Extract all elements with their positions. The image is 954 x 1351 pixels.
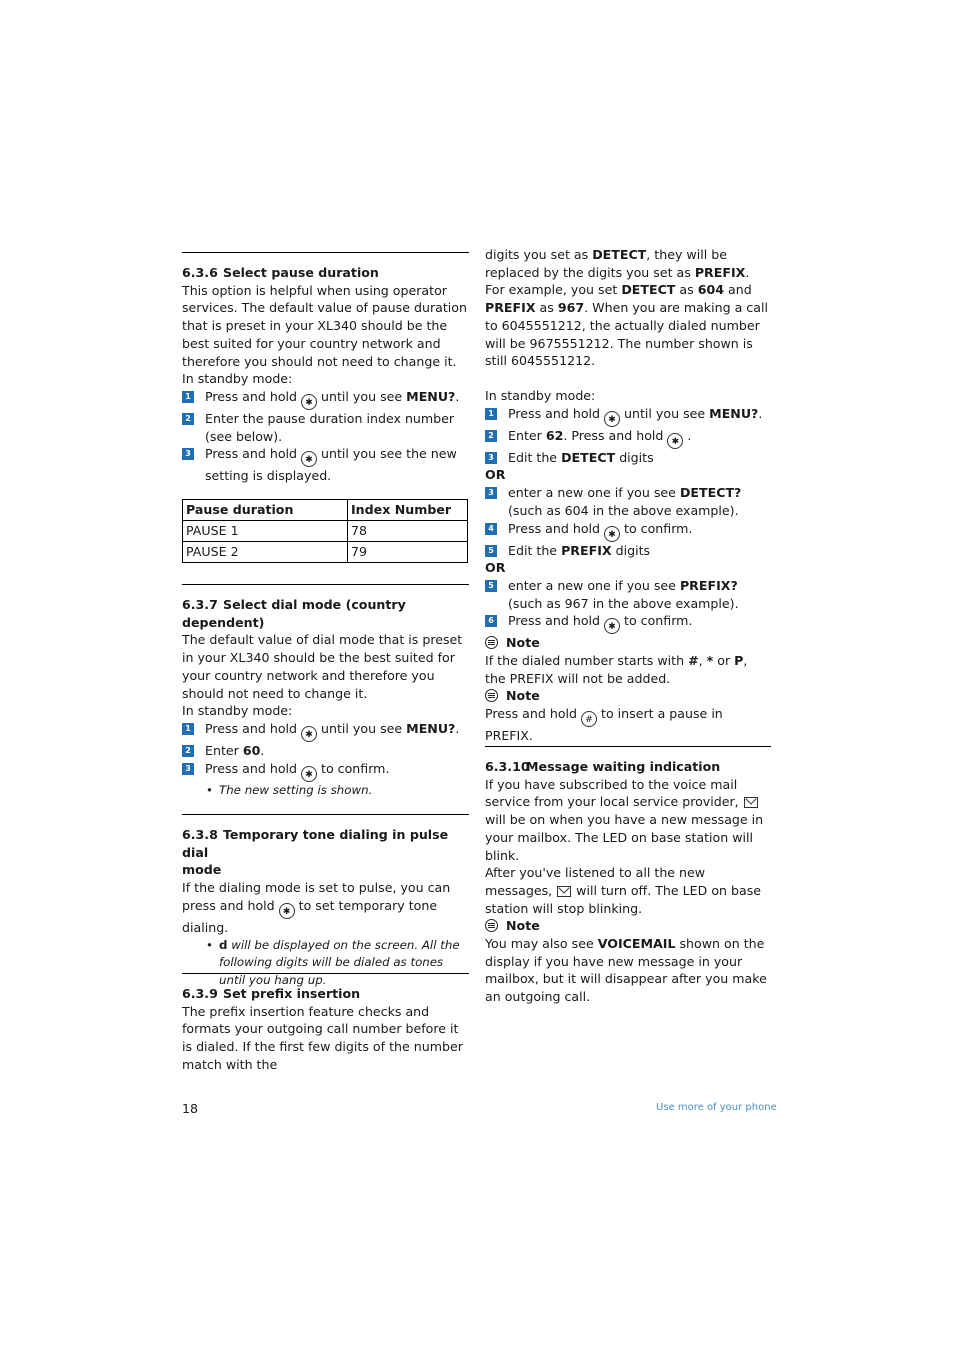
section-title-cont: mode <box>182 862 222 878</box>
footer-section-title: Use more of your phone <box>656 1102 777 1113</box>
keyword: VOICEMAIL <box>597 936 676 952</box>
keyword: DETECT? <box>679 485 742 501</box>
section-title: Select dial mode (country <box>223 597 406 612</box>
section-number: 6.3.7 <box>182 597 218 612</box>
section-divider <box>182 584 469 585</box>
paragraph: The default value of dial mode that is preset in your XL340 should be the best suited for your country network and therefore you should not need to change it. <box>182 632 463 701</box>
note-icon <box>485 919 498 932</box>
section-heading <box>182 596 469 614</box>
step-text: (such as 604 in the above example). <box>508 502 739 518</box>
section-heading <box>485 758 771 776</box>
step-number-badge: 1 <box>182 723 194 735</box>
note-text-part: You may also see <box>485 936 594 952</box>
section-heading <box>182 826 469 861</box>
star-key-icon: ✱ <box>301 766 317 782</box>
step-text: until you see <box>321 720 403 736</box>
section-number: 6.3.8 <box>182 827 218 842</box>
step-3 <box>182 445 469 485</box>
star-key-icon: ✱ <box>604 411 620 427</box>
section-title: Select pause duration <box>223 265 379 280</box>
step-text: Edit the <box>508 449 558 465</box>
menu-keyword: MENU? <box>406 388 456 404</box>
table-header: Pause duration <box>183 500 348 521</box>
paragraph: The prefix insertion feature checks and formats your outgoing call number before it is dialed. If the first few digits of the number match with the <box>182 1003 463 1072</box>
note-heading <box>485 687 771 705</box>
step-number-badge: 2 <box>182 745 194 757</box>
step-text: . Press and hold <box>563 427 664 443</box>
step-text: to confirm. <box>624 613 693 629</box>
keyword: PREFIX <box>561 542 612 558</box>
pause-table <box>182 499 469 563</box>
star-key-icon: ✱ <box>279 903 295 919</box>
section-title-cont: dependent) <box>182 614 265 630</box>
section-divider <box>182 252 469 253</box>
step-text: Edit the <box>508 542 558 558</box>
standby-label: In standby mode: <box>182 703 293 719</box>
note-icon <box>485 636 498 649</box>
paragraph-text: digits you set as <box>485 247 589 262</box>
paragraph-text: . When you are making a call to 6045551212, the actually dialed number will be 9675551212. The number shown is still 6045551212. <box>485 300 768 369</box>
table-cell: PAUSE 2 <box>183 542 348 563</box>
standby-label: In standby mode: <box>182 371 293 387</box>
paragraph-text: will be on when you have a new message in your mailbox. The LED on base station will blink. <box>485 812 764 863</box>
note-text-part: , the PREFIX will not be added. <box>485 653 748 686</box>
step-3-alt <box>485 484 771 519</box>
note-text-part: , <box>698 653 703 669</box>
note-text-part: to insert a pause in PREFIX. <box>485 705 723 743</box>
step-text: Press and hold <box>205 760 298 776</box>
step-text: Enter the pause duration index number (see below). <box>205 410 455 444</box>
paragraph <box>182 879 469 936</box>
keyword: DETECT <box>561 449 616 465</box>
step-number-badge: 3 <box>182 448 194 460</box>
paragraph-text: and <box>728 282 752 298</box>
paragraph-text: as <box>679 282 694 298</box>
step-3 <box>485 449 771 467</box>
section-divider <box>182 973 469 974</box>
step-number-badge: 1 <box>485 408 497 420</box>
table-cell: 78 <box>348 521 468 542</box>
display-symbol: d <box>219 937 228 952</box>
paragraph-text: , they will be replaced by the digits you set as <box>485 247 727 280</box>
step-text: Press and hold <box>508 520 601 536</box>
bullet-text: will be displayed on the screen. All the following digits will be dialed as tones until you hang up. <box>219 937 460 987</box>
keyword: DETECT <box>592 247 647 262</box>
bullet-item <box>182 937 469 990</box>
star-key-icon: ✱ <box>301 451 317 467</box>
standby-label: In standby mode: <box>485 388 596 403</box>
keyword: # <box>688 653 699 669</box>
step-number-badge: 6 <box>485 615 497 627</box>
prefix-continuation <box>485 246 771 370</box>
step-text: digits <box>619 449 654 465</box>
step-text: to confirm. <box>624 520 693 536</box>
or-label: OR <box>485 467 506 483</box>
step-text: digits <box>615 542 651 558</box>
section-6-3-8 <box>182 826 469 990</box>
step-number-badge: 3 <box>485 487 497 499</box>
step-1: 1 Press and hold ✱ until you see MENU?. <box>182 720 469 742</box>
paragraph-text: If the dialing mode is set to pulse, you can press and hold <box>182 880 451 913</box>
star-key-icon: ✱ <box>301 726 317 742</box>
table-header-row <box>183 500 468 521</box>
step-text: (such as 967 in the above example). <box>508 595 739 611</box>
note-label: Note <box>506 688 540 703</box>
paragraph-text: After you've listened to all the new messages, <box>485 865 706 898</box>
note-text <box>485 652 771 687</box>
step-text: enter a new one if you see <box>508 485 676 501</box>
step-text: until you see the new setting is displayed. <box>205 446 457 484</box>
paragraph: This option is helpful when using operator services. The default value of pause duration that is preset in your XL340 should be the best suited for your country network and therefore you should not need to change it. <box>182 282 467 369</box>
note-label: Note <box>506 635 540 651</box>
section-number: 6.3.9 <box>182 986 218 1001</box>
table-header: Index Number <box>348 500 468 521</box>
star-key-icon: ✱ <box>667 433 683 449</box>
section-6-3-6 <box>182 264 469 485</box>
page-number: 18 <box>182 1101 199 1116</box>
step-number-badge: 4 <box>485 523 497 535</box>
step-text: to confirm. <box>321 760 390 776</box>
note-text-part: If the dialed number starts with <box>485 653 685 669</box>
paragraph-text: will turn off. The LED on base station will stop blinking. <box>485 882 762 916</box>
paragraph <box>485 864 771 917</box>
star-key-icon: ✱ <box>604 618 620 634</box>
paragraph <box>485 281 771 370</box>
step-6 <box>485 612 771 634</box>
paragraph-text: as <box>539 300 554 316</box>
code-value: 62 <box>545 427 564 443</box>
bullet-item: • The new setting is shown. <box>182 782 469 800</box>
note-label: Note <box>506 918 540 934</box>
keyword: * <box>706 653 714 669</box>
note-text-part: shown on the display if you have new message in your mailbox, but it will disappear after you make an outgoing call. <box>485 936 767 1005</box>
step-1: 1 Press and hold ✱ until you see MENU?. <box>485 405 771 427</box>
section-title: Set prefix insertion <box>223 986 361 1001</box>
step-text: Press and hold <box>205 388 298 404</box>
note-text <box>485 705 771 745</box>
hash-key-icon: # <box>581 711 597 727</box>
step-2: 2 Enter 60. <box>182 742 469 760</box>
table-row <box>183 542 468 563</box>
section-title: Message waiting indication <box>526 759 721 774</box>
section-divider <box>182 814 469 815</box>
keyword: 604 <box>697 282 725 298</box>
star-key-icon: ✱ <box>604 526 620 542</box>
step-number-badge: 1 <box>182 391 194 403</box>
section-6-3-10 <box>485 758 771 1006</box>
step-number-badge: 5 <box>485 545 497 557</box>
paragraph: digits you set as DETECT, they will be replaced by the digits you set as PREFIX. <box>485 247 750 280</box>
section-number: 6.3.6 <box>182 265 218 280</box>
step-3 <box>182 760 469 782</box>
step-1: 1 Press and hold ✱ until you see MENU?. <box>182 388 469 410</box>
section-divider <box>485 746 771 747</box>
step-number-badge: 5 <box>485 580 497 592</box>
note-pause <box>485 687 771 744</box>
step-text: Press and hold <box>205 720 298 736</box>
step-5-alt <box>485 577 771 612</box>
envelope-icon <box>744 797 758 808</box>
keyword: DETECT <box>621 282 676 298</box>
menu-keyword: MENU? <box>709 405 759 421</box>
step-text: until you see <box>321 388 403 404</box>
step-2: 2 Enter 62. Press and hold ✱ . <box>485 427 771 449</box>
paragraph-text: If you have subscribed to the voice mail service from your local service provider, <box>485 776 739 810</box>
prefix-steps <box>485 387 771 687</box>
step-number-badge: 3 <box>182 763 194 775</box>
table-row <box>183 521 468 542</box>
star-key-icon: ✱ <box>301 394 317 410</box>
step-text: Enter <box>508 427 542 443</box>
section-heading <box>182 985 469 1003</box>
code-value: 60 <box>242 742 261 758</box>
keyword: P <box>734 653 744 669</box>
step-text: Press and hold <box>205 446 298 462</box>
step-number-badge: 2 <box>485 430 497 442</box>
step-text: enter a new one if you see <box>508 577 676 593</box>
note-heading <box>485 634 771 652</box>
keyword: PREFIX <box>485 300 536 316</box>
or-label: OR <box>485 560 506 576</box>
envelope-icon <box>557 886 571 897</box>
table-cell: 79 <box>348 542 468 563</box>
note-heading <box>485 917 771 935</box>
step-number-badge: 2 <box>182 413 194 425</box>
note-text-part: Press and hold <box>485 705 578 721</box>
note-icon <box>485 689 498 702</box>
menu-keyword: MENU? <box>406 720 456 736</box>
paragraph-text: For example, you set <box>485 282 618 298</box>
step-4 <box>485 520 771 542</box>
keyword: PREFIX <box>694 264 746 280</box>
note-text-part: or <box>717 653 731 669</box>
step-text: Press and hold <box>508 405 601 421</box>
step-text: Enter <box>205 742 239 758</box>
step-text: until you see <box>624 405 706 421</box>
step-number-badge: 3 <box>485 452 497 464</box>
step-5 <box>485 542 771 560</box>
step-text: Press and hold <box>508 613 601 629</box>
section-title: Temporary tone dialing in pulse dial <box>182 827 449 860</box>
paragraph <box>485 776 771 865</box>
table-cell: PAUSE 1 <box>183 521 348 542</box>
section-heading <box>182 264 469 282</box>
section-6-3-7 <box>182 596 469 799</box>
paragraph-text: to set temporary tone dialing. <box>182 897 438 935</box>
pause-duration-table <box>182 499 468 563</box>
section-6-3-9 <box>182 985 469 1074</box>
step-2 <box>182 410 469 445</box>
keyword: 967 <box>557 300 585 316</box>
keyword: PREFIX? <box>679 577 738 593</box>
section-number: 6.3.10 <box>485 759 530 774</box>
note-text <box>485 935 771 1006</box>
